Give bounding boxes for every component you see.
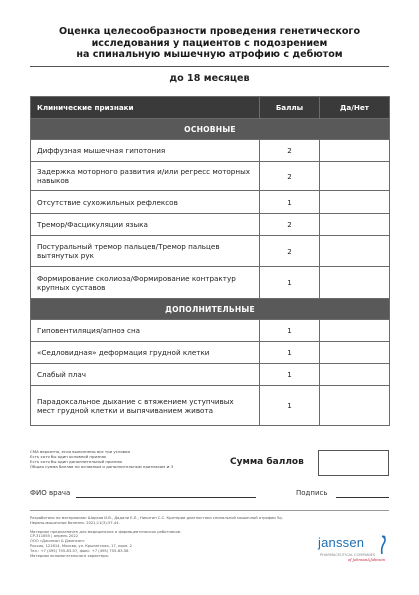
reference-line: ООО «Джонсон & Джонсон» [30,539,85,544]
table-row [31,342,390,364]
score-cell: 1 [260,191,320,214]
section-additional [31,299,390,320]
section-label: ОСНОВНЫЕ [31,119,390,140]
score-cell: 1 [260,267,320,299]
sign-cell: Гиповентиляция/апноэ сна [31,320,260,342]
yes-no-cell[interactable] [320,342,390,364]
table-row [31,236,390,267]
yes-no-cell[interactable] [320,386,390,426]
header-signs: Клинические признаки [31,97,260,119]
criteria-note-line: Есть хотя бы один основной признак [30,453,107,459]
reference-line: Материал предназначен для медицинских и фармацевтических работников. [30,529,182,534]
sign-cell: «Седловидная» деформация грудной клетки [31,342,260,364]
table-row [31,267,390,299]
sign-cell: Отсутствие сухожильных рефлексов [31,191,260,214]
score-cell: 1 [260,364,320,386]
logo-tagline: PHARMACEUTICAL COMPANIES [320,553,376,557]
table-header-row [31,97,390,119]
table-row [31,386,390,426]
age-group-heading: до 18 месяцев [169,73,250,84]
logo-wordmark: janssen [318,535,365,550]
score-cell: 1 [260,386,320,426]
table-row [31,140,390,162]
sign-cell: Формирование сколиоза/Формирование контрактур крупных суставов [31,267,260,299]
yes-no-cell[interactable] [320,214,390,236]
criteria-note [30,450,230,470]
document-title [30,26,389,61]
sum-label: Сумма баллов [230,457,304,467]
reference-line: Материал вспомогательного характера. [30,553,109,558]
table-row [31,191,390,214]
title-line-2: исследования у пациентов с подозрением [91,37,328,49]
criteria-table [30,96,390,426]
criteria-note-line: Есть хотя бы один дополнительный признак [30,458,123,464]
logo-figure-icon [376,535,388,555]
reference-line: Тел.: +7 (495) 755-83-57, факс: +7 (495) 755-83-58 [30,548,129,553]
yes-no-cell[interactable] [320,236,390,267]
yes-no-cell[interactable] [320,320,390,342]
yes-no-cell[interactable] [320,191,390,214]
sign-cell: Диффузная мышечная гипотония [31,140,260,162]
section-main [31,119,390,140]
sign-cell: Парадоксальное дыхание с втяжением уступчивых мест грудной клетки и выпячиванием живота [31,386,260,426]
footer-divider [30,510,389,511]
sign-cell: Задержка моторного развития и/или регресс моторных навыков [31,162,260,191]
score-cell: 2 [260,236,320,267]
header-yes-no: Да/Нет [320,97,390,119]
score-cell: 1 [260,320,320,342]
reference-line: CP-311655 | апрель 2022 [30,534,79,539]
signature-field[interactable] [336,497,389,498]
score-cell: 2 [260,214,320,236]
table-row [31,320,390,342]
title-line-1: Оценка целесообразности проведения генетического [58,26,361,37]
table-row [31,364,390,386]
doctor-name-label: ФИО врача [30,489,71,497]
reference-line: Нервно-мышечные болезни. 2021;11(3):37-44. [30,520,120,525]
table-row [31,162,390,191]
janssen-logo [318,535,390,565]
criteria-note-line: СМА вероятна, если выполнены все три условия [30,449,130,454]
references [30,516,340,558]
doctor-name-field[interactable] [76,497,256,498]
sign-cell: Тремор/Фасцикуляции языка [31,214,260,236]
yes-no-cell[interactable] [320,364,390,386]
sign-cell: Слабый плач [31,364,260,386]
header-score: Баллы [260,97,320,119]
sum-input-box[interactable] [318,450,389,476]
criteria-note-line: Общая сумма баллов по основным и дополнительным признакам ≥ 3 [30,463,174,469]
signature-label: Подпись [296,489,328,497]
reference-line: Россия, 121614, Москва, ул. Крылатская, 17, корп. 2 [30,543,132,548]
logo-parent: of Johnson&Johnson [348,558,385,562]
score-cell: 1 [260,342,320,364]
yes-no-cell[interactable] [320,140,390,162]
yes-no-cell[interactable] [320,162,390,191]
sign-cell: Постуральный тремор пальцев/Тремор пальцев вытянутых рук [31,236,260,267]
table-row [31,214,390,236]
reference-line: Разработано по материалам: Шарков И.В., Дадали Е.Л., Никитин С.С. Критерии диагностики спинальной мышечной атрофии 5q. [30,516,283,520]
title-line-3: на спинальную мышечную атрофию с дебютом [76,49,343,60]
score-cell: 2 [260,162,320,191]
score-cell: 2 [260,140,320,162]
section-label: ДОПОЛНИТЕЛЬНЫЕ [31,299,390,320]
title-divider [30,66,389,67]
yes-no-cell[interactable] [320,267,390,299]
